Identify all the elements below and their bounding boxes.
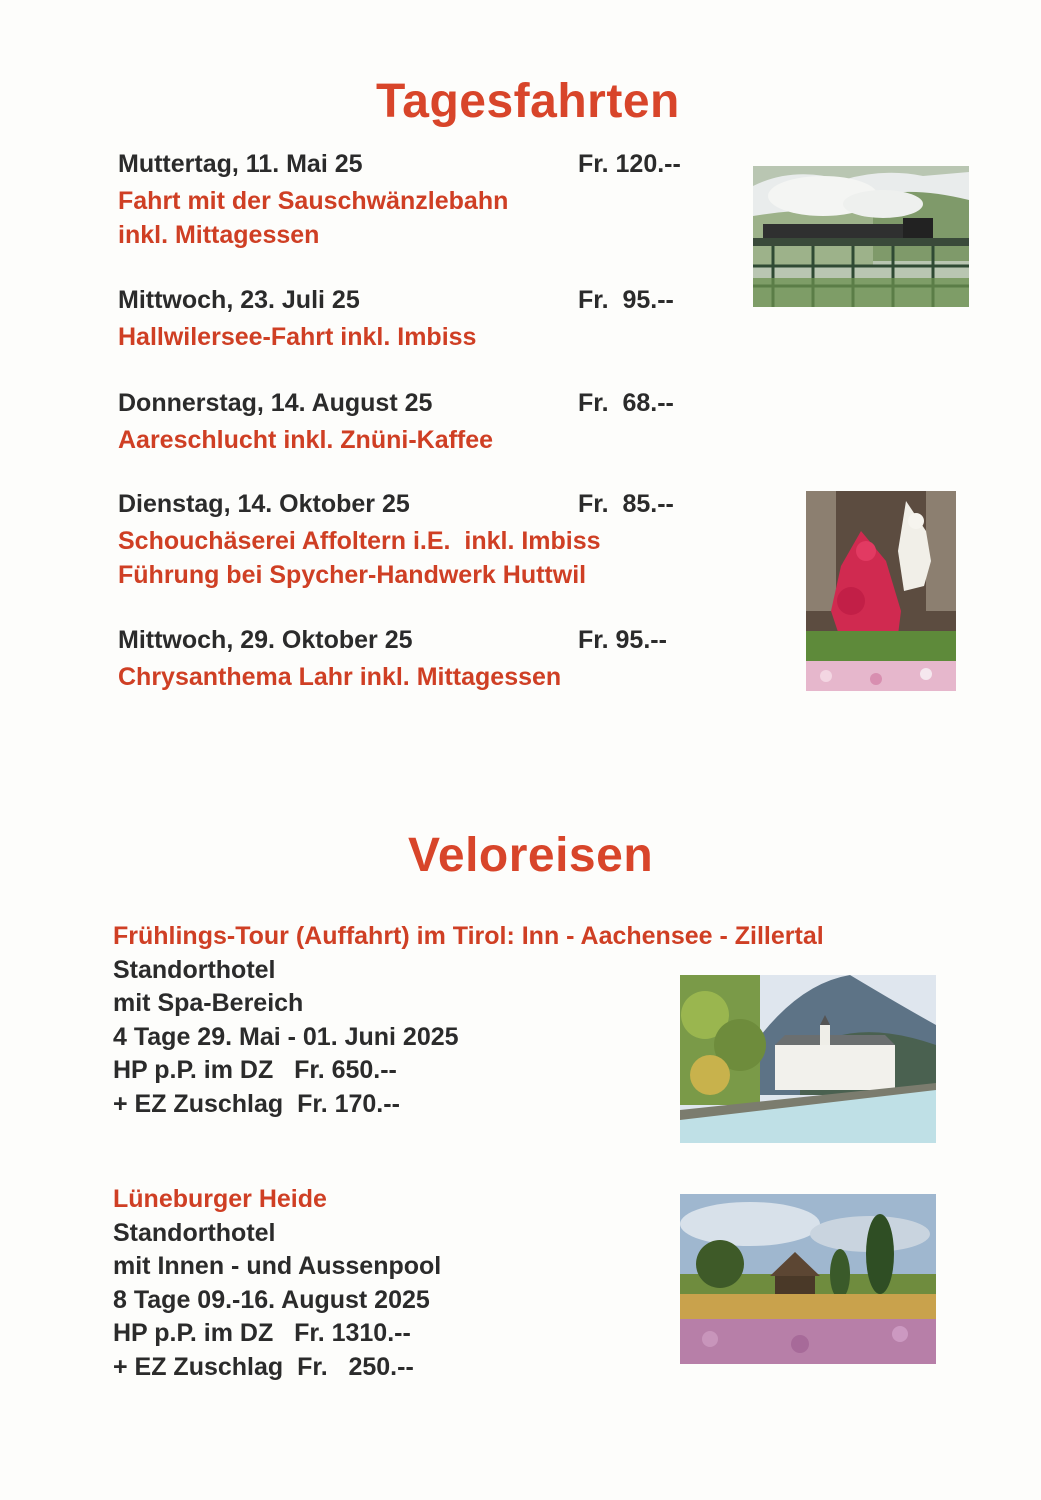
bike-tour-title: Lüneburger Heide: [113, 1185, 327, 1213]
trip-description: Aareschlucht inkl. Znüni-Kaffee: [118, 426, 494, 454]
trip-date: Donnerstag, 14. August 25: [118, 389, 433, 417]
tirol-monastery-river-photo: [680, 975, 936, 1143]
trip-price: Fr. 85.--: [578, 490, 674, 518]
steam-train-viaduct-photo: [753, 166, 969, 307]
bike-tour-detail: mit Spa-Bereich: [113, 989, 304, 1017]
bike-tour-detail: 4 Tage 29. Mai - 01. Juni 2025: [113, 1022, 459, 1051]
bike-tour-detail: + EZ Zuschlag Fr. 250.--: [113, 1352, 414, 1381]
trip-description: Führung bei Spycher-Handwerk Huttwil: [118, 561, 587, 589]
bike-tour-detail: + EZ Zuschlag Fr. 170.--: [113, 1089, 400, 1118]
bike-tour-title: Frühlings-Tour (Auffahrt) im Tirol: Inn - Aachensee - Zillertal: [113, 922, 824, 950]
bike-tour-detail: HP p.P. im DZ Fr. 1310.--: [113, 1319, 411, 1347]
trip-price: Fr. 120.--: [578, 150, 681, 178]
trip-date: Mittwoch, 29. Oktober 25: [118, 626, 413, 654]
trip-price: Fr. 95.--: [578, 626, 667, 654]
trip-description: Chrysanthema Lahr inkl. Mittagessen: [118, 663, 562, 691]
heath-farmhouse-photo: [680, 1194, 936, 1364]
trip-price: Fr. 95.--: [578, 286, 674, 314]
trip-item: [118, 389, 718, 457]
bike-tour-detail: HP p.P. im DZ Fr. 650.--: [113, 1056, 397, 1084]
bike-tour-item: [113, 1183, 673, 1384]
chrysanthemum-display-photo: [806, 491, 956, 691]
bike-tour-detail: mit Innen - und Aussenpool: [113, 1252, 442, 1280]
bike-tour-detail: 8 Tage 09.-16. August 2025: [113, 1285, 430, 1314]
trip-description: Fahrt mit der Sauschwänzlebahn: [118, 187, 509, 215]
trip-date: Dienstag, 14. Oktober 25: [118, 490, 410, 518]
trip-date: Muttertag, 11. Mai 25: [118, 150, 363, 178]
trip-item: [118, 150, 718, 252]
trip-item: [118, 286, 718, 354]
day-trips-heading: Tagesfahrten: [376, 75, 680, 128]
trip-date: Mittwoch, 23. Juli 25: [118, 286, 360, 314]
bike-tour-detail: Standorthotel: [113, 1218, 276, 1247]
bike-tours-heading: Veloreisen: [408, 829, 654, 882]
trip-price: Fr. 68.--: [578, 389, 674, 417]
trip-description: Hallwilersee-Fahrt inkl. Imbiss: [118, 323, 477, 351]
trip-item: [118, 626, 718, 694]
trip-description: Schouchäserei Affoltern i.E. inkl. Imbiss: [118, 527, 601, 555]
bike-tour-detail: Standorthotel: [113, 955, 276, 984]
trip-description: inkl. Mittagessen: [118, 221, 320, 249]
trip-item: [118, 490, 718, 592]
